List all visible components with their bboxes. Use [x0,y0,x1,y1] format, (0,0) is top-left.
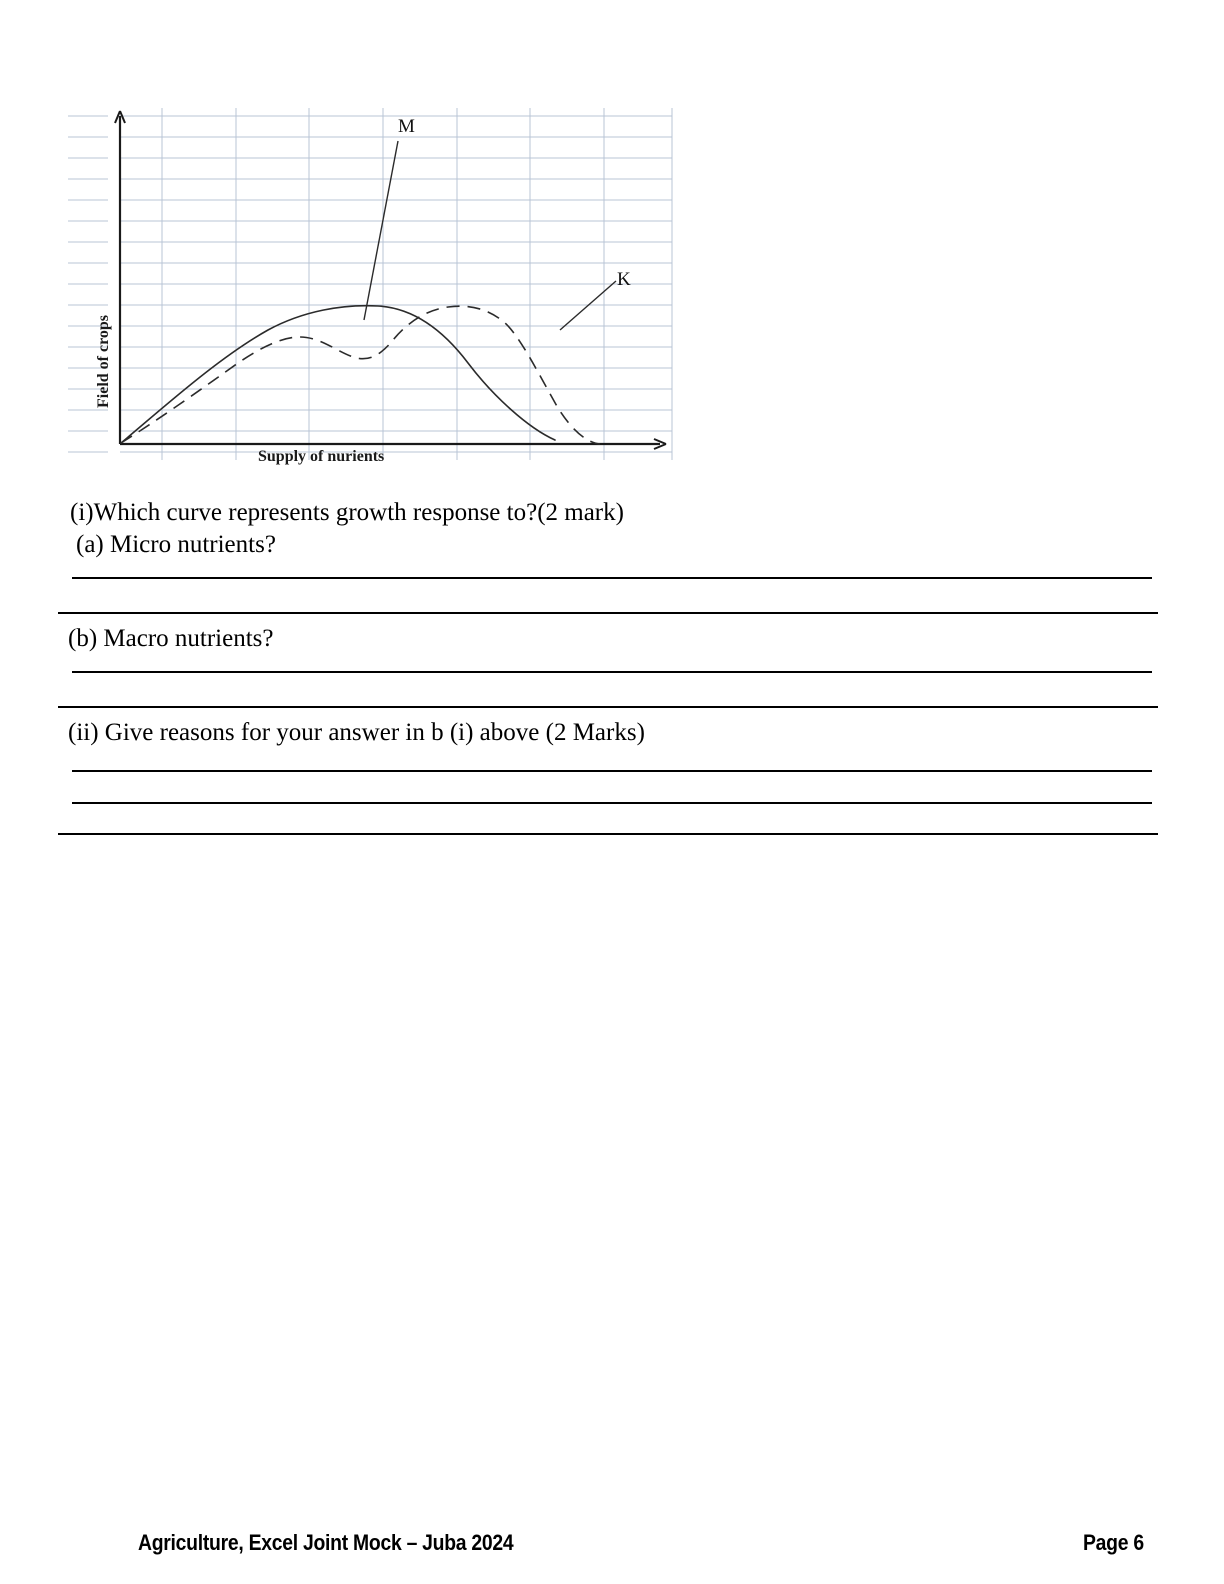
answer-line [72,770,1152,772]
answer-line [58,706,1158,708]
question-i-text: (i)Which curve represents growth response to?(2 mark) [70,499,624,526]
question-b-text: (b) Macro nutrients? [68,625,274,652]
page-footer [0,1530,1224,1560]
answer-line [72,671,1152,673]
x-axis [120,439,666,449]
grid-gap-mask [108,108,120,468]
question-ii-text: (ii) Give reasons for your answer in b (i) above (2 Marks) [68,719,645,746]
footer-page-number: Page 6 [1083,1530,1144,1555]
question-a-text: (a) Micro nutrients? [76,531,276,558]
x-axis-label: Supply of nurients [258,448,385,465]
footer-exam-title: Agriculture, Excel Joint Mock – Juba 2024 [138,1530,514,1555]
chart-gridlines [68,108,672,460]
answer-line [58,612,1158,614]
answer-line [72,802,1152,804]
answer-line [72,577,1152,579]
answer-line [58,833,1158,835]
nutrient-response-graph [68,108,678,468]
y-axis-label: Field of crops [95,314,112,408]
curve-m-leader-line [364,141,398,320]
curve-k-label: K [617,269,631,290]
curve-m-label: M [398,116,415,137]
